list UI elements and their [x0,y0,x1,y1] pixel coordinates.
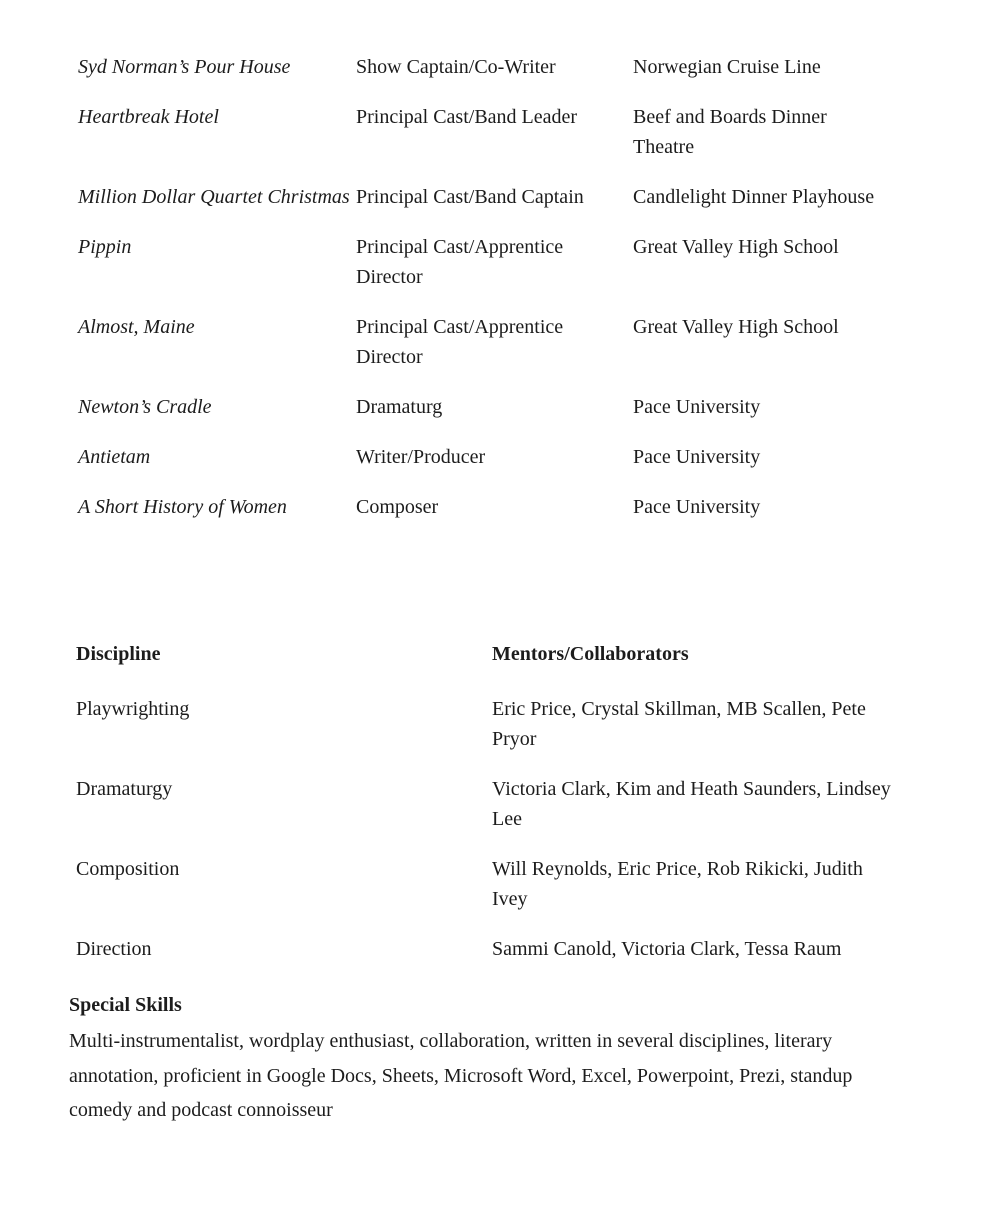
collaborators-cell: Will Reynolds, Eric Price, Rob Rikicki, Judith Ivey [492,858,863,910]
credit-venue: Norwegian Cruise Line [633,56,821,78]
credit-row [78,52,918,82]
credit-venue: Pace University [633,446,761,468]
credit-role: Show Captain/Co-Writer [356,56,556,78]
credit-role: Principal Cast/Apprentice Director [356,316,564,368]
special-skills-text: Multi-instrumentalist, wordplay enthusiast, collaboration, written in several disciplines, literary annotation, proficient in Google Docs, Sheets, Microsoft Word, Excel, Powerpoint, Prezi, standup comedy and podcast connoisseur [69,1030,853,1121]
credit-row [78,182,918,212]
collaborators-cell: Sammi Canold, Victoria Clark, Tessa Raum [492,938,842,960]
special-skills-section [69,990,919,1128]
credit-row [78,442,918,472]
credit-title: Newton’s Cradle [78,396,212,418]
credit-venue: Pace University [633,496,761,518]
credit-row [78,392,918,422]
credit-role: Writer/Producer [356,446,486,468]
credit-title: Pippin [78,236,132,258]
discipline-cell: Playwrighting [76,698,190,720]
discipline-header: Discipline [76,643,161,665]
collaborators-header: Mentors/Collaborators [492,643,689,665]
credit-role: Principal Cast/Band Leader [356,106,578,128]
mentors-header-row [76,639,916,669]
credit-title: Antietam [78,446,151,468]
credits-table [78,52,918,542]
credit-venue: Great Valley High School [633,316,839,338]
mentor-row [76,694,916,754]
mentor-row [76,854,916,914]
credit-role: Principal Cast/Apprentice Director [356,236,564,288]
credit-title: Heartbreak Hotel [78,106,219,128]
discipline-cell: Dramaturgy [76,778,173,800]
credit-role: Principal Cast/Band Captain [356,186,584,208]
credit-row [78,232,918,292]
collaborators-cell: Victoria Clark, Kim and Heath Saunders, Lindsey Lee [492,778,891,830]
credit-role: Dramaturg [356,396,443,418]
mentor-row [76,774,916,834]
discipline-cell: Direction [76,938,152,960]
credit-row [78,492,918,522]
credit-venue: Candlelight Dinner Playhouse [633,186,875,208]
special-skills-heading: Special Skills [69,994,182,1016]
mentor-row [76,934,916,964]
credit-venue: Pace University [633,396,761,418]
collaborators-cell: Eric Price, Crystal Skillman, MB Scallen, Pete Pryor [492,698,866,750]
credit-row [78,102,918,162]
credit-title: A Short History of Women [78,496,287,518]
credit-title: Syd Norman’s Pour House [78,56,291,78]
credit-title: Almost, Maine [78,316,195,338]
discipline-cell: Composition [76,858,180,880]
credit-title: Million Dollar Quartet Christmas [78,186,350,208]
credit-venue: Beef and Boards Dinner Theatre [633,106,827,158]
mentors-table [76,639,916,984]
credit-venue: Great Valley High School [633,236,839,258]
credit-row [78,312,918,372]
credit-role: Composer [356,496,439,518]
